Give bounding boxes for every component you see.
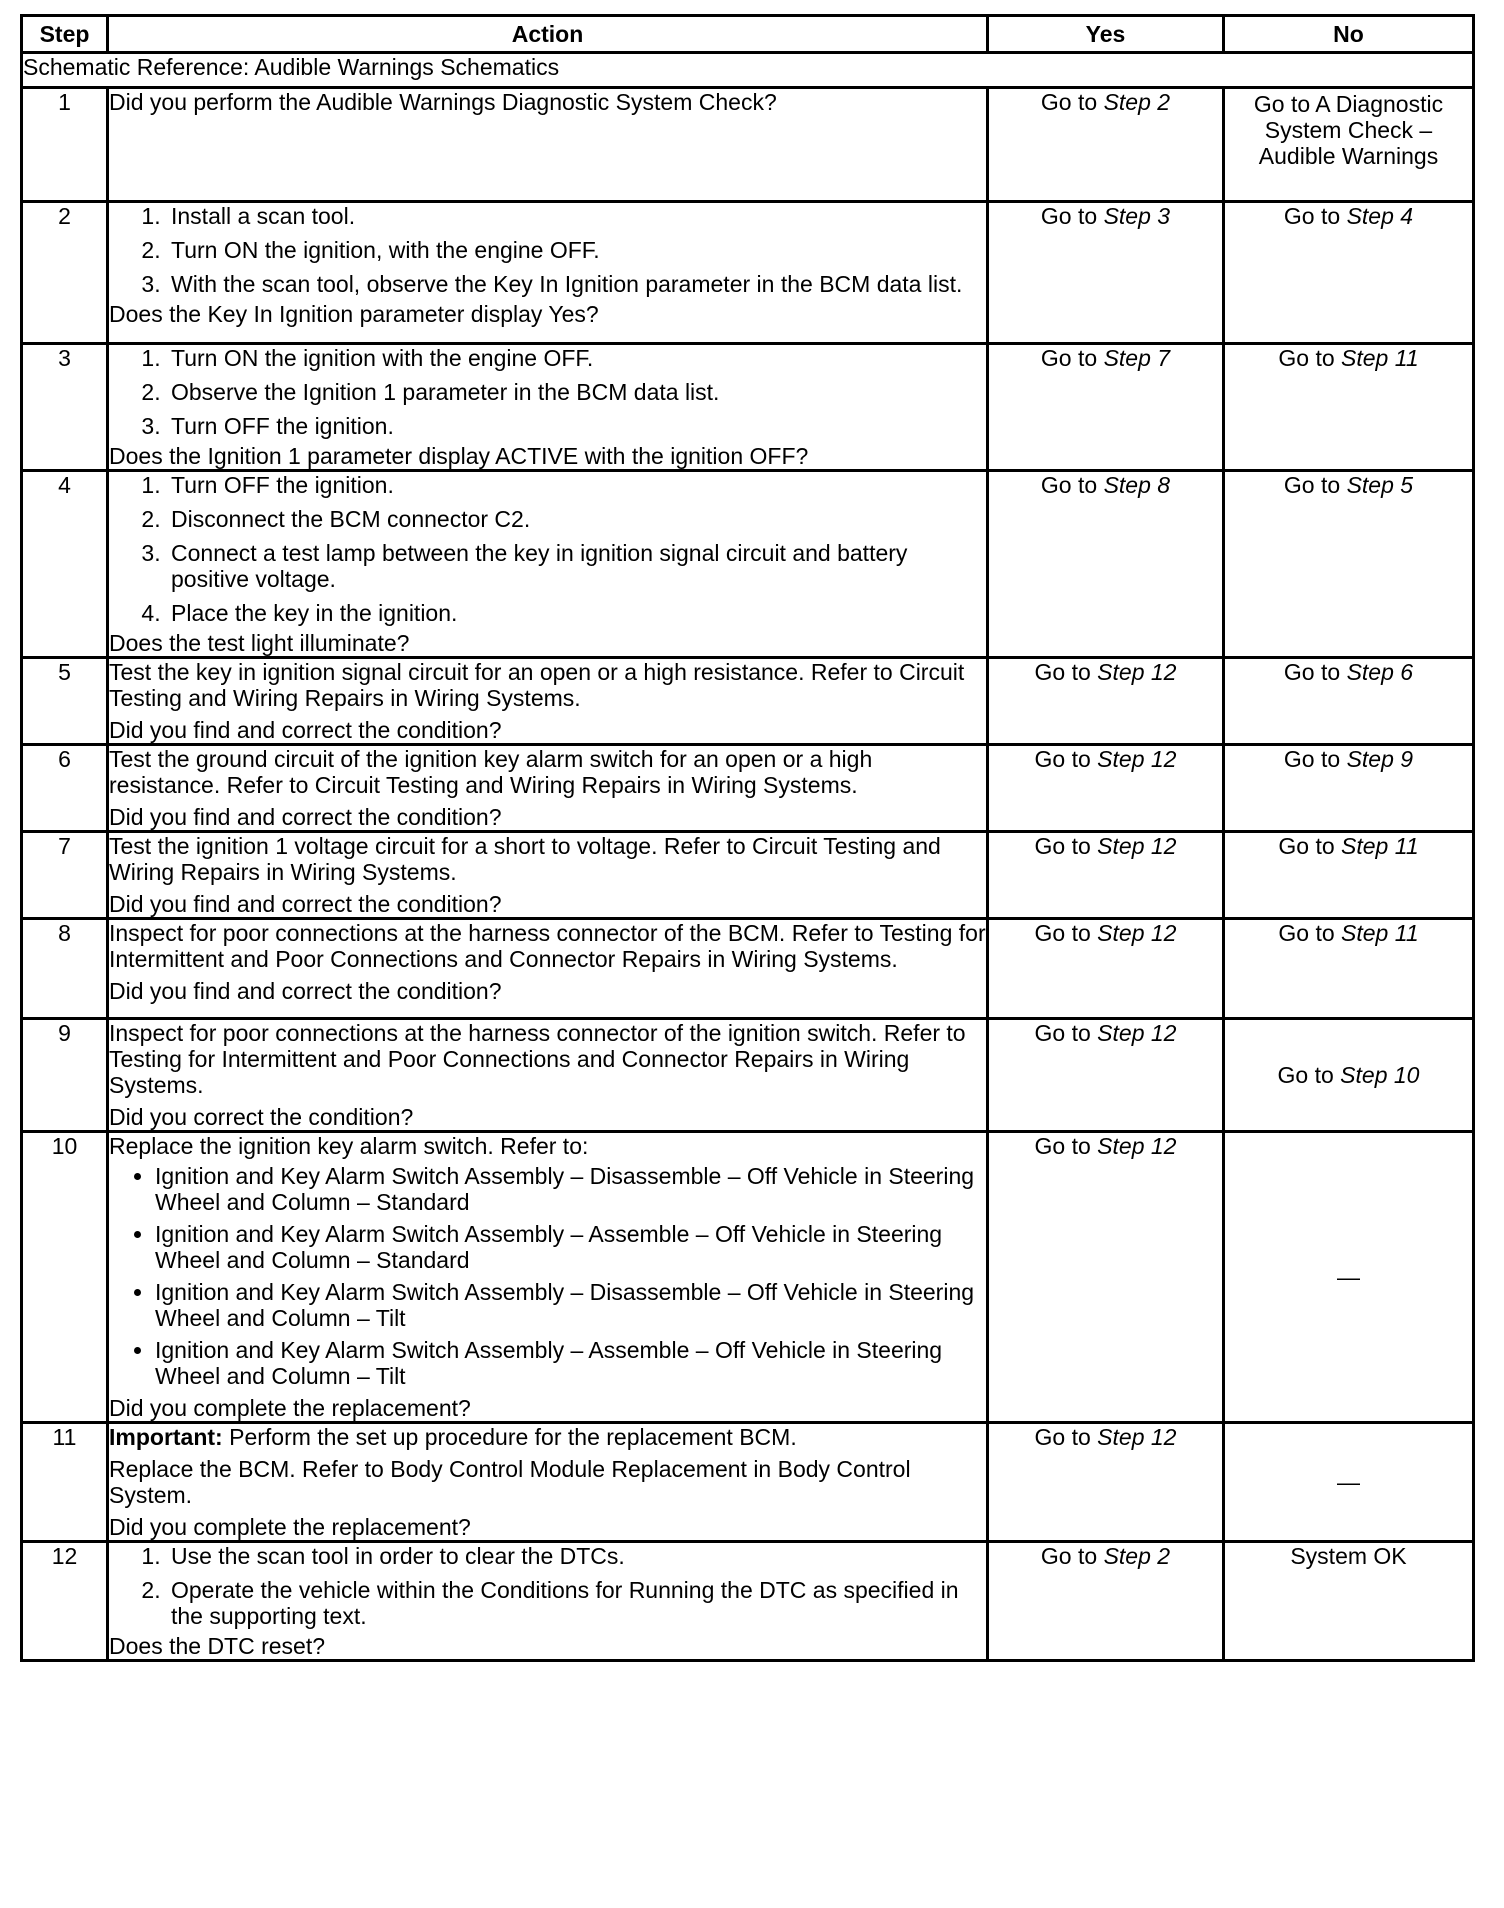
no-result [1224, 1019, 1474, 1132]
yes-result [988, 1423, 1224, 1542]
step-action [108, 1542, 988, 1661]
step-link: Step 7 [1103, 345, 1171, 371]
step-number: 6 [22, 745, 108, 832]
step-link: Step 5 [1346, 472, 1414, 498]
go-to-label: Go to [1034, 833, 1091, 859]
step-row-1 [22, 88, 1474, 202]
procedure-item: 2. Observe the Ignition 1 parameter in the BCM data list. [167, 379, 986, 405]
go-to-label: Go to [1034, 1133, 1091, 1159]
important-text: Perform the set up procedure for the replacement BCM. [222, 1424, 797, 1450]
step-question: Did you find and correct the condition? [109, 717, 502, 743]
go-to-label: Go to [1283, 746, 1341, 772]
yes-result [988, 658, 1224, 745]
step-row-4 [22, 471, 1474, 658]
header-step: Step [22, 16, 108, 53]
procedure-item: 2. Operate the vehicle within the Conditions for Running the DTC as specified in the supporting text. [167, 1577, 986, 1629]
step-number: 12 [22, 1542, 108, 1661]
step-link: Step 12 [1097, 1424, 1177, 1450]
reference-list [109, 1163, 986, 1389]
yes-result [988, 832, 1224, 919]
no-result [1224, 1132, 1474, 1423]
go-to-label: Go to [1278, 345, 1335, 371]
step-link: Step 12 [1097, 833, 1177, 859]
step-action [108, 202, 988, 344]
procedure-item: 3. With the scan tool, observe the Key In Ignition parameter in the BCM data list. [167, 271, 986, 297]
step-row-11 [22, 1423, 1474, 1542]
step-link: Step 12 [1097, 1133, 1177, 1159]
step-number: 8 [22, 919, 108, 1019]
step-row-6 [22, 745, 1474, 832]
step-question: Did you perform the Audible Warnings Diagnostic System Check? [109, 89, 777, 115]
step-link: Step 8 [1103, 472, 1171, 498]
step-number: 11 [22, 1423, 108, 1542]
header-row [22, 16, 1474, 53]
no-result [1224, 202, 1474, 344]
yes-result [988, 202, 1224, 344]
step-number: 3 [22, 344, 108, 471]
procedure-item: 1. Use the scan tool in order to clear the DTCs. [167, 1543, 986, 1569]
no-result [1224, 471, 1474, 658]
step-action [108, 832, 988, 919]
no-result [1224, 1423, 1474, 1542]
step-action [108, 1132, 988, 1423]
no-result [1224, 88, 1474, 202]
reference-item: • Ignition and Key Alarm Switch Assembly – Assemble – Off Vehicle in Steering Wheel and Column – Standard [155, 1221, 986, 1273]
no-result [1224, 1542, 1474, 1661]
step-link: Step 10 [1340, 1062, 1420, 1088]
no-result-text: Go to A Diagnostic System Check – Audible Warnings [1253, 91, 1444, 169]
step-question: Did you complete the replacement? [109, 1395, 471, 1421]
diagnostic-table [20, 14, 1475, 1662]
step-question: Did you find and correct the condition? [109, 891, 502, 917]
procedure-item: 2. Disconnect the BCM connector C2. [167, 506, 986, 532]
step-action [108, 745, 988, 832]
step-instruction: Replace the BCM. Refer to Body Control Module Replacement in Body Control System. [109, 1456, 911, 1508]
step-number: 9 [22, 1019, 108, 1132]
yes-result [988, 919, 1224, 1019]
yes-result [988, 1132, 1224, 1423]
step-question: Did you complete the replacement? [109, 1514, 471, 1540]
step-action [108, 1423, 988, 1542]
step-action [108, 344, 988, 471]
step-procedure-list [109, 203, 986, 297]
yes-result [988, 1542, 1224, 1661]
step-instruction: Test the key in ignition signal circuit for an open or a high resistance. Refer to Circuit Testing and Wiring Repairs in Wiring Systems. [109, 659, 965, 711]
step-procedure-list [109, 472, 986, 626]
no-result-text: — [1337, 1469, 1360, 1495]
procedure-item: 3. Connect a test lamp between the key in ignition signal circuit and battery positive voltage. [167, 540, 986, 592]
step-question: Does the Ignition 1 parameter display ACTIVE with the ignition OFF? [109, 443, 809, 469]
step-link: Step 12 [1097, 1020, 1177, 1046]
step-row-10 [22, 1132, 1474, 1423]
step-number: 1 [22, 88, 108, 202]
step-link: Step 12 [1097, 659, 1177, 685]
step-link: Step 12 [1097, 920, 1177, 946]
procedure-item: 3. Turn OFF the ignition. [167, 413, 986, 439]
step-instruction: Test the ignition 1 voltage circuit for a short to voltage. Refer to Circuit Testing and Wiring Repairs in Wiring Systems. [109, 833, 941, 885]
no-result [1224, 658, 1474, 745]
go-to-label: Go to [1040, 472, 1098, 498]
step-instruction: Inspect for poor connections at the harness connector of the BCM. Refer to Testing for Intermittent and Poor Connections and Connector Repairs in Wiring Systems. [109, 920, 986, 972]
step-link: Step 3 [1103, 203, 1171, 229]
reference-item: • Ignition and Key Alarm Switch Assembly – Assemble – Off Vehicle in Steering Wheel and Column – Tilt [155, 1337, 986, 1389]
yes-result [988, 344, 1224, 471]
yes-result [988, 1019, 1224, 1132]
step-number: 5 [22, 658, 108, 745]
procedure-item: 1. Turn OFF the ignition. [167, 472, 986, 498]
step-link: Step 11 [1341, 833, 1419, 859]
step-instruction: Replace the ignition key alarm switch. Refer to: [109, 1133, 589, 1159]
no-result [1224, 745, 1474, 832]
diagnostic-table-page [20, 14, 1472, 1662]
header-action: Action [108, 16, 988, 53]
step-row-2 [22, 202, 1474, 344]
important-label: Important: [109, 1424, 223, 1450]
procedure-item: 1. Install a scan tool. [167, 203, 986, 229]
header-yes: Yes [988, 16, 1224, 53]
step-question: Does the test light illuminate? [109, 630, 410, 656]
step-row-8 [22, 919, 1474, 1019]
go-to-label: Go to [1040, 89, 1098, 115]
yes-result [988, 745, 1224, 832]
step-row-5 [22, 658, 1474, 745]
no-result [1224, 919, 1474, 1019]
step-link: Step 6 [1346, 659, 1414, 685]
step-action [108, 658, 988, 745]
go-to-label: Go to [1283, 472, 1341, 498]
step-number: 10 [22, 1132, 108, 1423]
schematic-reference-row [22, 53, 1474, 88]
step-number: 7 [22, 832, 108, 919]
go-to-label: Go to [1278, 833, 1335, 859]
step-link: Step 9 [1346, 746, 1414, 772]
step-number: 4 [22, 471, 108, 658]
go-to-label: Go to [1034, 1424, 1091, 1450]
step-procedure-list [109, 345, 986, 439]
yes-result [988, 88, 1224, 202]
go-to-label: Go to [1277, 1062, 1334, 1088]
no-result [1224, 832, 1474, 919]
step-question: Does the DTC reset? [109, 1633, 326, 1659]
step-question: Did you correct the condition? [109, 1104, 414, 1130]
step-question: Did you find and correct the condition? [109, 978, 502, 1004]
go-to-label: Go to [1034, 1020, 1091, 1046]
go-to-label: Go to [1040, 345, 1098, 371]
step-instruction: Inspect for poor connections at the harness connector of the ignition switch. Refer to Testing for Intermittent and Poor Connections and Connector Repairs in Wiring Systems. [109, 1020, 966, 1098]
step-row-7 [22, 832, 1474, 919]
step-question: Did you find and correct the condition? [109, 804, 502, 830]
step-link: Step 2 [1103, 1543, 1171, 1569]
procedure-item: 4. Place the key in the ignition. [167, 600, 986, 626]
procedure-item: 2. Turn ON the ignition, with the engine OFF. [167, 237, 986, 263]
no-result [1224, 344, 1474, 471]
step-row-9 [22, 1019, 1474, 1132]
step-link: Step 2 [1103, 89, 1171, 115]
step-link: Step 12 [1097, 746, 1177, 772]
step-row-3 [22, 344, 1474, 471]
go-to-label: Go to [1034, 920, 1091, 946]
reference-item: • Ignition and Key Alarm Switch Assembly – Disassemble – Off Vehicle in Steering Wheel and Column – Tilt [155, 1279, 986, 1331]
no-result-text: — [1337, 1264, 1360, 1290]
step-link: Step 11 [1341, 920, 1419, 946]
step-action [108, 88, 988, 202]
step-number: 2 [22, 202, 108, 344]
step-link: Step 4 [1346, 203, 1414, 229]
step-action [108, 1019, 988, 1132]
header-no: No [1224, 16, 1474, 53]
reference-item: • Ignition and Key Alarm Switch Assembly – Disassemble – Off Vehicle in Steering Wheel and Column – Standard [155, 1163, 986, 1215]
step-instruction: Test the ground circuit of the ignition key alarm switch for an open or a high resistance. Refer to Circuit Testing and Wiring Repairs in Wiring Systems. [109, 746, 873, 798]
go-to-label: Go to [1283, 659, 1341, 685]
go-to-label: Go to [1283, 203, 1341, 229]
step-action [108, 471, 988, 658]
go-to-label: Go to [1278, 920, 1335, 946]
go-to-label: Go to [1034, 659, 1091, 685]
important-note [109, 1424, 986, 1450]
go-to-label: Go to [1040, 203, 1098, 229]
step-link: Step 11 [1341, 345, 1419, 371]
yes-result [988, 471, 1224, 658]
step-question: Does the Key In Ignition parameter display Yes? [109, 301, 599, 327]
go-to-label: Go to [1034, 746, 1091, 772]
schematic-reference: Schematic Reference: Audible Warnings Schematics [22, 53, 1474, 88]
no-result-text: System OK [1290, 1543, 1407, 1569]
step-procedure-list [109, 1543, 986, 1629]
step-action [108, 919, 988, 1019]
step-row-12 [22, 1542, 1474, 1661]
go-to-label: Go to [1040, 1543, 1098, 1569]
procedure-item: 1. Turn ON the ignition with the engine OFF. [167, 345, 986, 371]
